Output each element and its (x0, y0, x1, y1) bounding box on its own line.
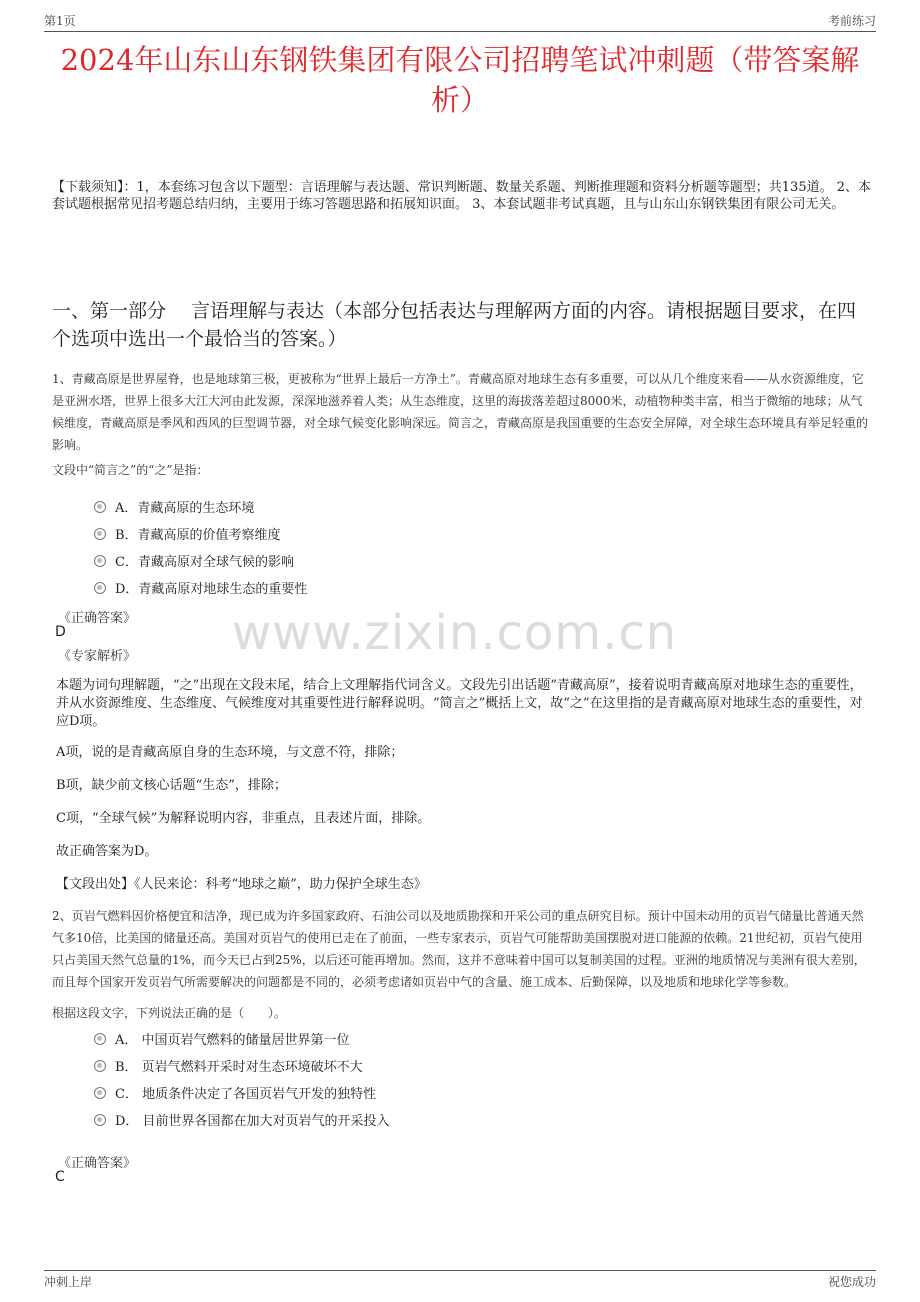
footer-right-label: 祝您成功 (827, 1275, 876, 1289)
footer-divider (44, 1270, 876, 1271)
radio-icon[interactable] (94, 582, 106, 594)
download-notice: 【下载须知】：1，本套练习包含以下题型：言语理解与表达题、常识判断题、数量关系题、判断推理题和资料分析题等题型；共135道。 2、本套试题根据常见招考题总结归纳，主要用于练习答题思路和拓展知识面。 3、本套试题非考试真题，且与山东山东钢铁集团有限公司无关。 (52, 180, 871, 212)
q1-source: 【文段出处】《人民来论：科考“地球之巅”，助力保护全球生态》 (56, 877, 427, 892)
watermark: www.zixin.com.cn (232, 605, 678, 661)
q1-option-b[interactable] (94, 524, 281, 543)
q2-option-b-label: B． 页岩气燃料开采时对生态环境破坏不大 (115, 1060, 363, 1075)
q2-option-c[interactable] (94, 1083, 376, 1102)
q1-conclusion: 故正确答案为D。 (56, 844, 158, 859)
radio-icon[interactable] (94, 1114, 106, 1126)
q1-passage: 1、青藏高原是世界屋脊，也是地球第三极，更被称为“世界上最后一方净土”。青藏高原对地球生态有多重要，可以从几个维度来看——从水资源维度，它是亚洲水塔，世界上很多大江大河由此发源，深深地滋养着人类；从生态维度，这里的海拔落差超过8000米，动植物种类丰富，相当于微缩的地球；从气候维度，青藏高原是季风和西风的巨型调节器，对全球气候变化影响深远。简言之，青藏高原是我国重要的生态安全屏障，对全球生态环境具有举足轻重的影响。 (52, 372, 869, 452)
q2-question: 根据这段文字，下列说法正确的是（ ）。 (52, 1006, 287, 1020)
q1-option-a-label: A．青藏高原的生态环境 (115, 501, 255, 516)
q2-option-d-label: D． 目前世界各国都在加大对页岩气的开采投入 (115, 1114, 390, 1129)
radio-icon[interactable] (94, 1033, 106, 1045)
q1-option-b-label: B．青藏高原的价值考察维度 (115, 528, 281, 543)
q1-option-a[interactable] (94, 497, 254, 516)
q2-answer-label: 《正确答案》 (58, 1156, 137, 1171)
q2-option-c-label: C． 地质条件决定了各国页岩气开发的独特性 (115, 1087, 377, 1102)
q1-question: 文段中“简言之”的“之”是指： (52, 463, 209, 477)
header-right-label: 考前练习 (827, 14, 876, 28)
q1-option-c-analysis: C项，“全球气候”为解释说明内容，非重点，且表述片面，排除。 (56, 811, 431, 826)
q1-analysis-label: 《专家解析》 (58, 649, 137, 664)
q2-option-a-label: A． 中国页岩气燃料的储量居世界第一位 (115, 1033, 350, 1048)
q2-option-d[interactable] (94, 1110, 390, 1129)
radio-icon[interactable] (94, 1060, 106, 1072)
q2-option-b[interactable] (94, 1056, 363, 1075)
q2-option-a[interactable] (94, 1029, 350, 1048)
q2-passage: 2、页岩气燃料因价格便宜和洁净，现已成为许多国家政府、石油公司以及地质勘探和开采公司的重点研究目标。预计中国未动用的页岩气储量比普通天然气多10倍，比美国的储量还高。美国对页岩气的使用已走在了前面，一些专家表示，页岩气可能帮助美国摆脱对进口能源的依赖。21世纪初，页岩气使用只占美国天然气总量的1%，而今天已占到25%，以后还可能再增加。然而，这并不意味着中国可以复制美国的过程。亚洲的地质情况与美洲有很大差别，而且每个国家开发页岩气所需要解决的问题都是不同的，必须考虑诸如页岩中气的含量、施工成本、后勤保障，以及地质和地球化学等参数。 (52, 909, 866, 989)
q1-option-a-analysis: A项，说的是青藏高原自身的生态环境，与文意不符，排除； (56, 745, 404, 760)
q1-answer: D (55, 624, 66, 640)
radio-icon[interactable] (94, 528, 106, 540)
radio-icon[interactable] (94, 555, 106, 567)
radio-icon[interactable] (94, 1087, 106, 1099)
header-page-number: 第1页 (44, 14, 76, 28)
q1-option-c[interactable] (94, 551, 294, 570)
section-heading: 一、第一部分 言语理解与表达（本部分包括表达与理解两方面的内容。请根据题目要求，在四个选项中选出一个最恰当的答案。） (52, 300, 857, 350)
q1-option-c-label: C．青藏高原对全球气候的影响 (115, 555, 294, 570)
footer-left-label: 冲刺上岸 (44, 1275, 93, 1289)
header-divider (44, 31, 876, 32)
radio-icon[interactable] (94, 501, 106, 513)
q1-answer-label: 《正确答案》 (58, 611, 137, 626)
q1-option-d[interactable] (94, 578, 307, 597)
q1-analysis: 本题为词句理解题，“之”出现在文段末尾，结合上文理解指代词含义。文段先引出话题“青藏高原”，接着说明青藏高原对地球生态的重要性，并从水资源维度、生态维度、气候维度对其重要性进行解释说明。“简言之”概括上文，故“之”在这里指的是青藏高原对地球生态的重要性，对应D项。 (56, 678, 863, 729)
q1-option-d-label: D．青藏高原对地球生态的重要性 (115, 582, 308, 597)
q1-option-b-analysis: B项，缺少前文核心话题“生态”，排除； (56, 778, 287, 793)
q2-answer: C (55, 1169, 65, 1185)
page-title: 2024年山东山东钢铁集团有限公司招聘笔试冲刺题（带答案解析） (60, 43, 860, 117)
